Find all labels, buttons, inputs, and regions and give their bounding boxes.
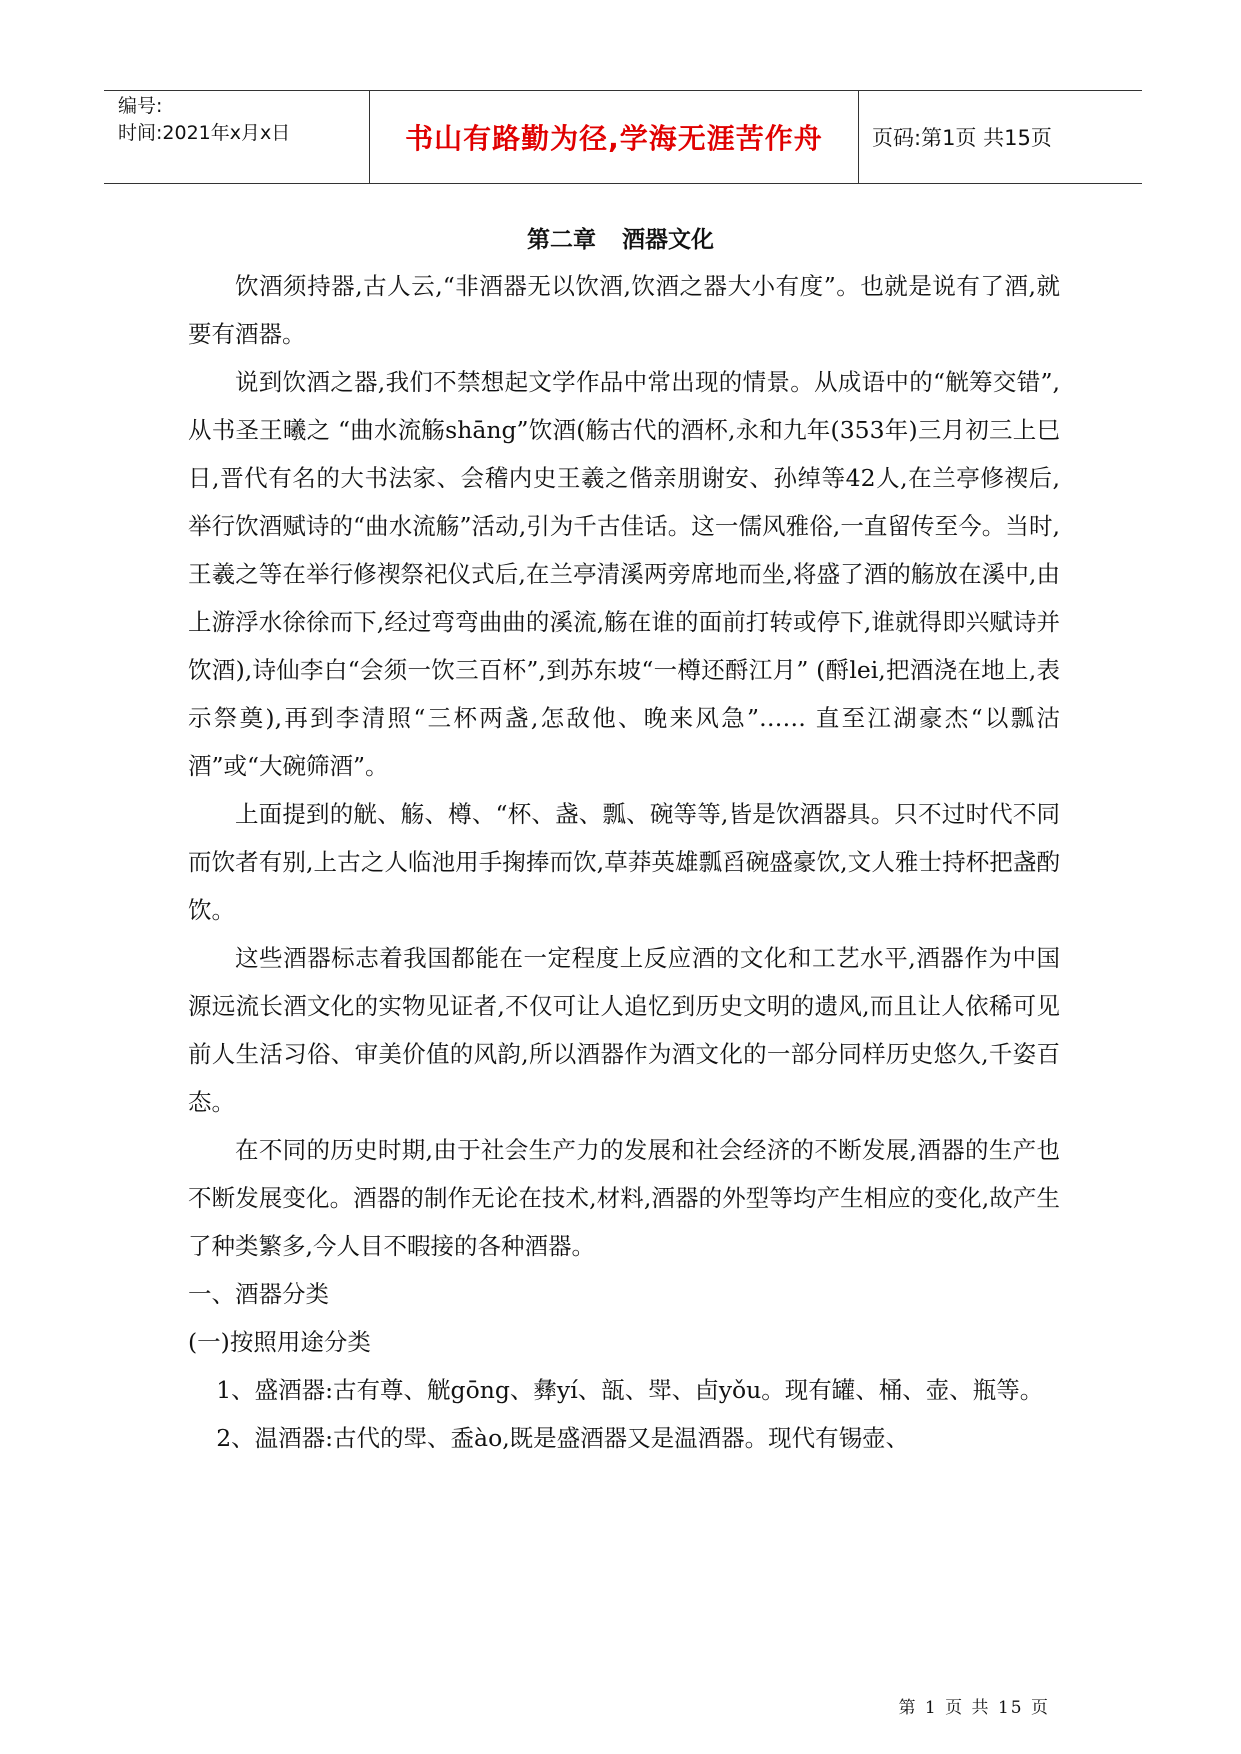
- document-number-label: 编号:: [118, 95, 163, 117]
- header-motto: 书山有路勤为径,学海无涯苦作舟: [405, 122, 823, 155]
- paragraph: 这些酒器标志着我国都能在一定程度上反应酒的文化和工艺水平,酒器作为中国源远流长酒文化的实物见证者,不仅可让人追忆到历史文明的遗风,而且让人依稀可见前人生活习俗、审美价值的风韵,所以酒器作为酒文化的一部分同样历史悠久,千姿百态。: [188, 944, 1060, 1116]
- chapter-number: 第二章: [527, 227, 596, 253]
- section-heading: 一、酒器分类: [188, 1280, 329, 1308]
- document-time-label: 时间:2021年x月x日: [118, 122, 291, 144]
- subsection-heading: (一)按照用途分类: [188, 1328, 371, 1356]
- paragraph: 说到饮酒之器,我们不禁想起文学作品中常出现的情景。从成语中的“觥筹交错”,从书圣王曦之 “曲水流觞shāng”饮酒(觞古代的酒杯,永和九年(353年)三月初三上巳日,晋代有名的大书法家、会稽内史王羲之偕亲朋谢安、孙绰等42人,在兰亭修禊后,举行饮酒赋诗的“曲水流觞”活动,引为千古佳话。这一儒风雅俗,一直留传至今。当时,王羲之等在举行修禊祭祀仪式后,在兰亭清溪两旁席地而坐,将盛了酒的觞放在溪中,由上游浮水徐徐而下,经过弯弯曲曲的溪流,觞在谁的面前打转或停下,谁就得即兴赋诗并饮酒),诗仙李白“会须一饮三百杯”,到苏东坡“一樽还酹江月” (酹lei,把酒浇在地上,表示祭奠),再到李清照“三杯两盏,怎敌他、晚来风急”…… 直至江湖豪杰“以瓢沽酒”或“大碗筛酒”。: [188, 368, 1060, 780]
- document-body: [188, 262, 1060, 1462]
- page-footer: 第 1 页 共 15 页: [898, 1698, 1050, 1718]
- list-item: 2、温酒器:古代的斝、盉ào,既是盛酒器又是温酒器。现代有锡壶、: [216, 1424, 910, 1452]
- header-divider: [858, 91, 859, 183]
- chapter-name: 酒器文化: [622, 227, 714, 253]
- header-meta: [118, 93, 368, 183]
- paragraph: 上面提到的觥、觞、樽、“杯、盏、瓢、碗等等,皆是饮酒器具。只不过时代不同而饮者有别,上古之人临池用手掬捧而饮,草莽英雄瓢舀碗盛豪饮,文人雅士持杯把盏酌饮。: [188, 800, 1060, 924]
- page-header: [104, 90, 1142, 184]
- paragraph: 在不同的历史时期,由于社会生产力的发展和社会经济的不断发展,酒器的生产也不断发展变化。酒器的制作无论在技术,材料,酒器的外型等均产生相应的变化,故产生了种类繁多,今人目不暇接的各种酒器。: [188, 1136, 1060, 1260]
- chapter-title: [0, 221, 1241, 254]
- list-item: 1、盛酒器:古有尊、觥gōng、彝yí、瓿、斝、卣yǒu。现有罐、桶、壶、瓶等。: [216, 1376, 1044, 1404]
- paragraph: 饮酒须持器,古人云,“非酒器无以饮酒,饮酒之器大小有度”。也就是说有了酒,就要有酒器。: [188, 272, 1060, 348]
- header-page-info: 页码:第1页 共15页: [872, 126, 1052, 150]
